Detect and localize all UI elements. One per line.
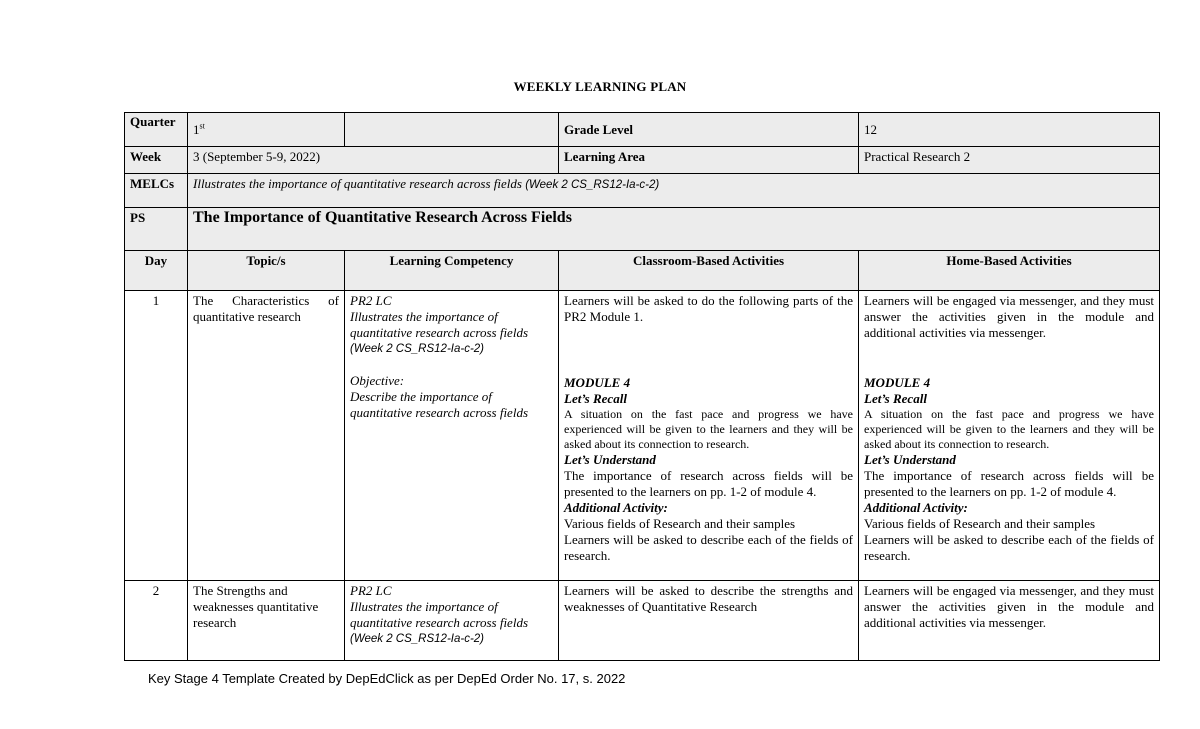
week-label: Week [125, 147, 188, 174]
column-header-home: Home-Based Activities [859, 251, 1160, 291]
melcs-value: Illustrates the importance of quantitative research across fields (Week 2 CS_RS12-Ia-c-2) [188, 174, 1160, 208]
classroom-understand-label: Let’s Understand [564, 452, 656, 467]
home-recall-label: Let’s Recall [864, 391, 927, 406]
lc-text: Illustrates the importance of quantitative research across fields [350, 599, 529, 630]
objective-text: Describe the importance of quantitative research across fields [350, 389, 529, 420]
home-additional-text-1: Various fields of Research and their samples [864, 516, 1096, 531]
column-header-competency: Learning Competency [345, 251, 559, 291]
ps-value: The Importance of Quantitative Research Across Fields [188, 208, 1160, 251]
lc-text: Illustrates the importance of quantitative research across fields [350, 309, 529, 340]
learning-area-value: Practical Research 2 [859, 147, 1160, 174]
classroom-cell [559, 291, 859, 581]
table-row [125, 291, 1160, 581]
classroom-understand-text: The importance of research across fields will be presented to the learners on pp. 1-2 of module 4. [564, 468, 853, 499]
column-header-classroom: Classroom-Based Activities [559, 251, 859, 291]
objective-label: Objective: [350, 373, 405, 388]
home-additional-text-2: Learners will be asked to describe each of the fields of research. [864, 532, 1154, 563]
home-understand-label: Let’s Understand [864, 452, 956, 467]
melcs-label: MELCs [125, 174, 188, 208]
home-additional-label: Additional Activity: [864, 500, 968, 515]
lc-label: PR2 LC [350, 293, 392, 308]
grade-level-label: Grade Level [559, 113, 859, 147]
classroom-additional-text-1: Various fields of Research and their samples [564, 516, 796, 531]
quarter-row [125, 113, 1160, 147]
lc-label: PR2 LC [350, 583, 392, 598]
table-row [125, 581, 1160, 661]
quarter-label: Quarter [125, 113, 188, 147]
classroom-recall-text: A situation on the fast pace and progress we have experienced will be given to the learners and they will be asked about its connection to research. [564, 407, 853, 451]
column-header-topic: Topic/s [188, 251, 345, 291]
lc-code: (Week 2 CS_RS12-Ia-c-2) [350, 343, 484, 355]
classroom-additional-label: Additional Activity: [564, 500, 668, 515]
spacer-cell [345, 113, 559, 147]
classroom-cell: Learners will be asked to describe the strengths and weaknesses of Quantitative Research [559, 581, 859, 661]
topic-cell: The Strengths and weaknesses quantitative research [188, 581, 345, 661]
melcs-row [125, 174, 1160, 208]
lc-code: (Week 2 CS_RS12-Ia-c-2) [350, 633, 484, 645]
home-recall-text: A situation on the fast pace and progress we have experienced will be given to the learners and they will be asked about its connection to research. [864, 407, 1154, 451]
day-cell: 2 [125, 581, 188, 661]
classroom-intro: Learners will be asked to do the following parts of the PR2 Module 1. [564, 293, 853, 324]
competency-cell [345, 581, 559, 661]
home-cell [859, 291, 1160, 581]
week-row [125, 147, 1160, 174]
home-cell: Learners will be engaged via messenger, and they must answer the activities given in the module and additional activities via messenger. [859, 581, 1160, 661]
quarter-value: 1st [188, 113, 345, 147]
ps-row [125, 208, 1160, 251]
column-header-row [125, 251, 1160, 291]
grade-level-value: 12 [859, 113, 1160, 147]
topic-cell: The Characteristics of quantitative research [188, 291, 345, 581]
learning-area-label: Learning Area [559, 147, 859, 174]
week-value: 3 (September 5-9, 2022) [188, 147, 559, 174]
classroom-additional-text-2: Learners will be asked to describe each of the fields of research. [564, 532, 853, 563]
competency-cell [345, 291, 559, 581]
classroom-recall-label: Let’s Recall [564, 391, 627, 406]
day-cell: 1 [125, 291, 188, 581]
home-intro: Learners will be engaged via messenger, and they must answer the activities given in the module and additional activities via messenger. [864, 293, 1154, 340]
home-understand-text: The importance of research across fields will be presented to the learners on pp. 1-2 of module 4. [864, 468, 1154, 499]
home-module: MODULE 4 [864, 375, 931, 390]
weekly-learning-plan-table [124, 112, 1160, 661]
column-header-day: Day [125, 251, 188, 291]
page-title: WEEKLY LEARNING PLAN [513, 79, 687, 94]
classroom-module: MODULE 4 [564, 375, 631, 390]
footer-note: Key Stage 4 Template Created by DepEdClick as per DepEd Order No. 17, s. 2022 [148, 671, 626, 686]
ps-label: PS [125, 208, 188, 251]
